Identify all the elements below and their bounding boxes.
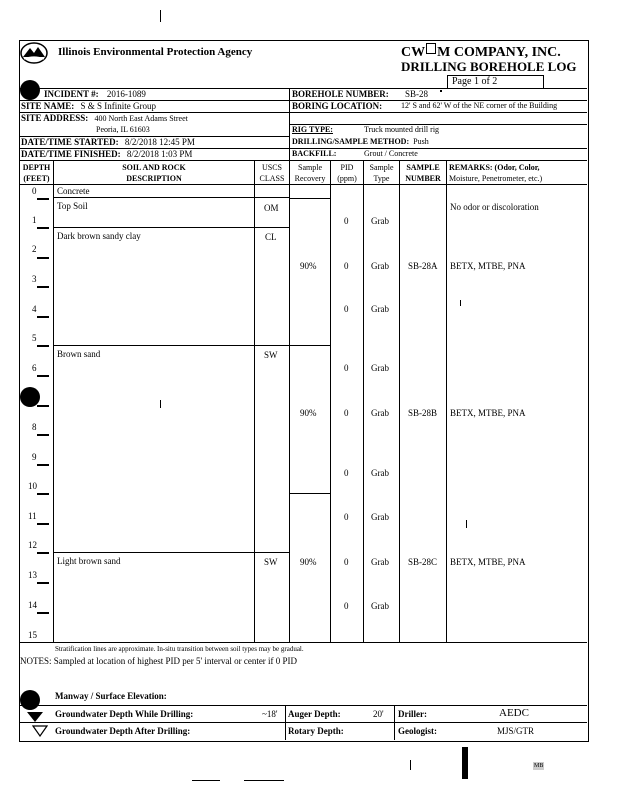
col-header-uscs bbox=[255, 162, 289, 184]
depth-tick bbox=[37, 523, 49, 525]
depth-mark: 14 bbox=[28, 600, 37, 610]
notes: NOTES: Sampled at location of highest PID per 5' interval or center if 0 PID bbox=[20, 656, 298, 666]
sample-recovery: 90% bbox=[300, 408, 317, 418]
scan-artifact bbox=[160, 10, 161, 22]
pid-value: 0 bbox=[344, 408, 349, 418]
sample-remark: BETX, MTBE, PNA bbox=[450, 557, 526, 567]
col-header-soil-2: DESCRIPTION bbox=[126, 174, 182, 183]
col-header-depth bbox=[20, 162, 53, 184]
depth-tick bbox=[37, 464, 49, 466]
date-finished-value: 8/2/2018 1:03 PM bbox=[126, 149, 193, 159]
col-header-recovery bbox=[290, 162, 330, 184]
col-header-sample-number bbox=[400, 162, 446, 184]
scan-artifact bbox=[192, 780, 220, 781]
sample-type: Grab bbox=[371, 363, 389, 373]
pid-value: 0 bbox=[344, 601, 349, 611]
col-header-sample-type-2: Type bbox=[373, 174, 390, 183]
depth-mark: 12 bbox=[28, 540, 37, 550]
site-name-value: S & S Infinite Group bbox=[80, 101, 157, 111]
site-name-field bbox=[21, 102, 156, 111]
pid-value: 0 bbox=[344, 216, 349, 226]
site-name-label: SITE NAME: bbox=[21, 101, 75, 111]
drilling-method-value: Push bbox=[413, 137, 429, 146]
incident-field bbox=[44, 90, 146, 99]
scan-mark: MB bbox=[534, 763, 544, 769]
col-header-sample-number-1: SAMPLE bbox=[406, 163, 440, 172]
date-started-value: 8/2/2018 12:45 PM bbox=[124, 137, 195, 147]
backfill-value: Grout / Concrete bbox=[364, 149, 418, 158]
agency-name: Illinois Environmental Protection Agency bbox=[58, 46, 253, 58]
date-started-label: DATE/TIME STARTED: bbox=[21, 137, 119, 147]
stratification-note: Stratification lines are approximate. In-situ transition between soil types may be gradual. bbox=[55, 645, 304, 653]
borehole-number-field bbox=[292, 90, 428, 99]
manway-label: Manway / Surface Elevation: bbox=[55, 691, 167, 701]
date-started-field bbox=[21, 138, 195, 147]
col-header-uscs-1: USCS bbox=[261, 163, 282, 172]
col-header-recovery-1: Sample bbox=[298, 163, 322, 172]
uscs-class: SW bbox=[264, 557, 278, 567]
col-header-pid-1: PID bbox=[340, 163, 354, 172]
scan-artifact bbox=[410, 760, 411, 770]
date-finished-label: DATE/TIME FINISHED: bbox=[21, 149, 121, 159]
scan-artifact bbox=[460, 300, 461, 306]
water-level-after-icon bbox=[32, 724, 48, 736]
sample-number: SB-28A bbox=[408, 261, 438, 271]
col-header-sample-type-1: Sample bbox=[369, 163, 394, 172]
rig-type-label: RIG TYPE: bbox=[292, 125, 333, 134]
depth-tick bbox=[37, 286, 49, 288]
site-address-line1: 400 North East Adams Street bbox=[94, 114, 188, 123]
depth-tick bbox=[37, 375, 49, 377]
uscs-class: SW bbox=[264, 350, 278, 360]
depth-tick bbox=[37, 582, 49, 584]
col-header-soil-1: SOIL AND ROCK bbox=[122, 163, 186, 172]
col-header-sample-type bbox=[364, 162, 399, 184]
depth-mark: 4 bbox=[32, 304, 37, 314]
incident-label: INCIDENT #: bbox=[44, 89, 99, 99]
depth-tick bbox=[37, 257, 49, 259]
col-header-recovery-2: Recovery bbox=[294, 174, 326, 183]
date-finished-field bbox=[21, 150, 192, 159]
sample-number: SB-28B bbox=[408, 408, 438, 418]
sample-type: Grab bbox=[371, 557, 389, 567]
sample-recovery: 90% bbox=[300, 557, 317, 567]
company-name-pre: CW bbox=[401, 45, 426, 60]
driller-value: AEDC bbox=[499, 707, 529, 719]
sample-type: Grab bbox=[371, 304, 389, 314]
backfill-label: BACKFILL: bbox=[292, 149, 337, 158]
pid-value: 0 bbox=[344, 363, 349, 373]
sample-type: Grab bbox=[371, 261, 389, 271]
borehole-number-label: BOREHOLE NUMBER: bbox=[292, 89, 389, 99]
depth-mark: 10 bbox=[28, 481, 37, 491]
scan-artifact bbox=[462, 747, 468, 779]
hole-punch bbox=[20, 80, 40, 100]
sample-recovery: 90% bbox=[300, 261, 317, 271]
col-header-depth-2: (FEET) bbox=[23, 174, 50, 183]
water-level-icon bbox=[26, 710, 44, 722]
geologist-value: MJS/GTR bbox=[497, 726, 535, 736]
depth-tick bbox=[37, 612, 49, 614]
document-title: DRILLING BOREHOLE LOG bbox=[401, 59, 577, 74]
boring-location-value: 12' S and 62' W of the NE corner of the Building bbox=[401, 101, 558, 110]
col-header-remarks-2: Moisture, Penetrometer, etc.) bbox=[449, 174, 543, 183]
drilling-method-label: DRILLING/SAMPLE METHOD: bbox=[292, 137, 410, 146]
scan-artifact bbox=[160, 400, 161, 408]
scan-artifact bbox=[244, 780, 284, 781]
sample-remark: BETX, MTBE, PNA bbox=[450, 408, 526, 418]
depth-mark: 2 bbox=[32, 244, 37, 254]
rig-type-value: Truck mounted drill rig bbox=[364, 125, 440, 134]
pid-value: 0 bbox=[344, 557, 349, 567]
depth-mark: 9 bbox=[32, 452, 37, 462]
depth-mark: 1 bbox=[32, 215, 37, 225]
depth-mark: 15 bbox=[28, 630, 37, 640]
col-header-depth-1: DEPTH bbox=[22, 163, 51, 172]
soil-layer-desc: Top Soil bbox=[57, 201, 88, 211]
depth-tick bbox=[37, 552, 49, 554]
geologist-label: Geologist: bbox=[398, 726, 437, 736]
depth-tick bbox=[37, 345, 49, 347]
remark-top: No odor or discoloration bbox=[450, 202, 539, 212]
driller-label: Driller: bbox=[398, 709, 427, 719]
site-address-line2: Peoria, IL 61603 bbox=[96, 125, 150, 134]
soil-layer-desc: Dark brown sandy clay bbox=[57, 231, 141, 241]
soil-layer-desc: Light brown sand bbox=[57, 556, 121, 566]
uscs-class: OM bbox=[264, 203, 279, 213]
scan-artifact bbox=[466, 520, 467, 528]
col-header-remarks-1: REMARKS: (Odor, Color, bbox=[449, 163, 540, 172]
col-header-pid bbox=[331, 162, 363, 184]
depth-mark: 6 bbox=[32, 363, 37, 373]
rotary-depth-label: Rotary Depth: bbox=[288, 726, 344, 736]
soil-layer-desc: Concrete bbox=[57, 186, 90, 196]
borehole-number-value: SB-28 bbox=[405, 89, 429, 99]
hole-punch bbox=[20, 387, 40, 407]
depth-mark: 3 bbox=[32, 274, 37, 284]
col-header-remarks bbox=[449, 162, 585, 184]
depth-tick bbox=[37, 405, 49, 407]
col-header-soil bbox=[54, 162, 254, 184]
page-number: Page 1 of 2 bbox=[452, 76, 498, 87]
pid-value: 0 bbox=[344, 304, 349, 314]
depth-tick bbox=[37, 198, 49, 200]
depth-tick bbox=[37, 493, 49, 495]
depth-tick bbox=[37, 227, 49, 229]
sample-type: Grab bbox=[371, 601, 389, 611]
auger-depth-value: 20' bbox=[373, 709, 384, 719]
gw-while-drilling-label: Groundwater Depth While Drilling: bbox=[55, 709, 194, 719]
scan-artifact bbox=[440, 90, 442, 92]
depth-tick bbox=[37, 316, 49, 318]
sample-type: Grab bbox=[371, 512, 389, 522]
gw-after-drilling-label: Groundwater Depth After Drilling: bbox=[55, 726, 191, 736]
col-header-sample-number-2: NUMBER bbox=[405, 174, 441, 183]
sample-number: SB-28C bbox=[408, 557, 438, 567]
drilling-method-field bbox=[292, 138, 429, 146]
depth-mark: 13 bbox=[28, 570, 37, 580]
sample-type: Grab bbox=[371, 216, 389, 226]
soil-layer-desc: Brown sand bbox=[57, 349, 101, 359]
col-header-pid-2: (ppm) bbox=[337, 174, 357, 183]
depth-tick bbox=[37, 434, 49, 436]
pid-value: 0 bbox=[344, 512, 349, 522]
pid-value: 0 bbox=[344, 468, 349, 478]
sample-type: Grab bbox=[371, 468, 389, 478]
sample-remark: BETX, MTBE, PNA bbox=[450, 261, 526, 271]
sample-type: Grab bbox=[371, 408, 389, 418]
depth-mark: 11 bbox=[28, 511, 37, 521]
hole-punch bbox=[20, 690, 40, 710]
depth-mark: 0 bbox=[32, 186, 37, 196]
incident-value: 2016-1089 bbox=[106, 89, 146, 99]
depth-mark: 8 bbox=[32, 422, 37, 432]
company-name-post: M COMPANY, INC. bbox=[437, 45, 561, 60]
site-address-field bbox=[21, 114, 188, 123]
uscs-class: CL bbox=[265, 232, 277, 242]
depth-mark: 5 bbox=[32, 333, 37, 343]
gw-while-drilling-value: ~18' bbox=[262, 709, 278, 719]
col-header-uscs-2: CLASS bbox=[259, 174, 285, 183]
auger-depth-label: Auger Depth: bbox=[288, 709, 341, 719]
boring-location-label: BORING LOCATION: bbox=[292, 101, 383, 111]
site-address-label: SITE ADDRESS: bbox=[21, 113, 89, 123]
pid-value: 0 bbox=[344, 261, 349, 271]
